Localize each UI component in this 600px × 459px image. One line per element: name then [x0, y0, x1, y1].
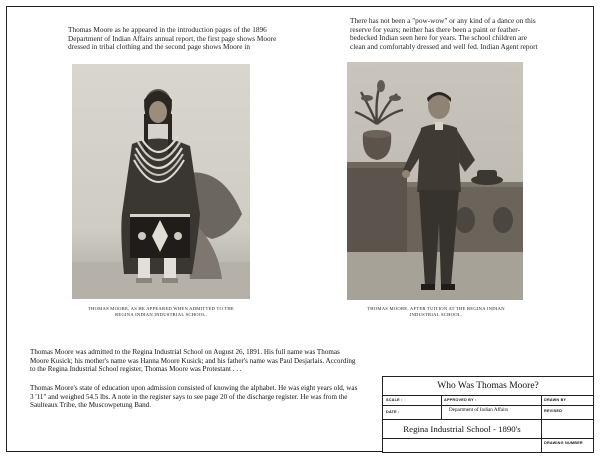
approved-by-label: APPROVED BY :: [444, 398, 477, 402]
drawing-number-label: DRAWING NUMBER: [544, 441, 583, 445]
right-photo-caption: [343, 306, 529, 318]
title-block-subtitle: Regina Industrial School - 1890's: [403, 424, 521, 434]
left-intro-caption: Thomas Moore as he appeared in the introduction pages of the 1896 Department of Indian Affairs annual report, the first page shows Moore dressed in tribal clothing and the second page shows Moore in: [68, 25, 277, 52]
photo-after-tuition: [347, 62, 523, 300]
right-photo-caption-line1: THOMAS MOORE, AFTER TUITION AT THE REGINA INDIAN: [367, 306, 505, 311]
title-block-row-subtitle: [383, 420, 593, 439]
left-photo-caption: [68, 306, 254, 318]
title-block-divider-1: [441, 396, 442, 420]
photo-tribal-clothing: [72, 64, 250, 299]
left-photo-caption-line2: REGINA INDIAN INDUSTRIAL SCHOOL.: [115, 312, 207, 317]
right-intro-caption: There has not been a "pow-wow" or any kind of a dance on this reserve for years; neither has there been a paint or feather-bedecked Indian seen here for years. The school children are clean and comfortably dressed and well fed. Indian Agent report: [350, 16, 538, 51]
title-block: [382, 376, 594, 453]
approved-by-value: Department of Indian Affairs: [449, 407, 509, 413]
admission-paragraph: Thomas Moore was admitted to the Regina Industrial School on August 26, 1891. His full name was Thomas Moore Kusick; his mother's name was Hanna Moore Kusick; and his father's name was Paul Desjarlais. According to the Regina Industrial School register, Thomas Moore was Protestant . . .: [30, 348, 356, 374]
drawn-by-label: DRAWN BY: [544, 398, 567, 402]
right-photo-caption-line2: INDUSTRIAL SCHOOL.: [409, 312, 463, 317]
date-label: DATE :: [386, 410, 400, 414]
education-paragraph: Thomas Moore's state of education upon admission consisted of knowing the alphabet. He was eight years old, was 3 '11" and weighed 54.5 lbs. A note in the register says to see page 20 of the discharge register. He was from the Saulteaux Tribe, the Muscowpetung Band.: [30, 384, 358, 410]
title-block-title: Who Was Thomas Moore?: [383, 377, 593, 396]
revised-label: REVISED: [544, 409, 563, 413]
left-photo-caption-line1: THOMAS MOORE, AS HE APPEARED WHEN ADMITTED TO THE: [87, 306, 235, 311]
scale-label: SCALE :: [386, 398, 403, 402]
